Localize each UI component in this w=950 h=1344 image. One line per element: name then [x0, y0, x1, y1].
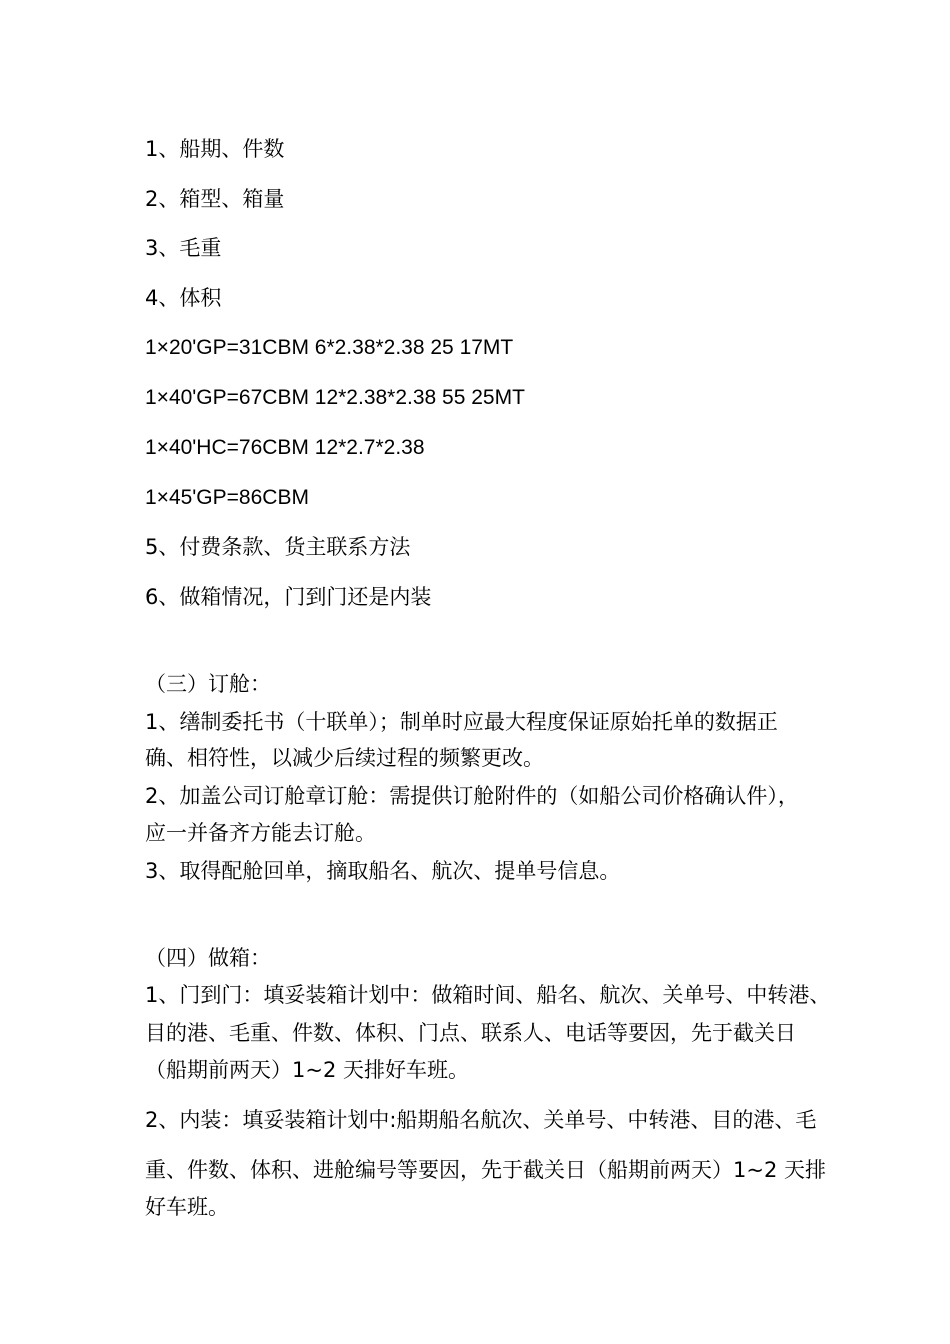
- list-item: 5、付费条款、货主联系方法: [145, 535, 411, 559]
- list-item: 4、体积: [145, 286, 222, 310]
- section-heading-booking: （三）订舱：: [145, 672, 271, 696]
- container-spec-line: 1×20'GP=31CBM 6*2.38*2.38 25 17MT: [145, 336, 514, 359]
- paragraph-line: 2、内装：填妥装箱计划中:船期船名航次、关单号、中转港、目的港、毛: [145, 1108, 817, 1132]
- list-item: 6、做箱情况，门到门还是内装: [145, 585, 432, 609]
- paragraph-line: 1、门到门：填妥装箱计划中：做箱时间、船名、航次、关单号、中转港、: [145, 983, 831, 1007]
- container-spec-line: 1×40'GP=67CBM 12*2.38*2.38 55 25MT: [145, 386, 525, 409]
- section-heading-stuffing: （四）做箱：: [145, 946, 271, 970]
- paragraph-line: 好车班。: [145, 1195, 229, 1219]
- paragraph-line: （船期前两天）1~2 天排好车班。: [145, 1058, 469, 1082]
- paragraph-line: 3、取得配舱回单，摘取船名、航次、提单号信息。: [145, 859, 621, 883]
- paragraph-line: 2、加盖公司订舱章订舱：需提供订舱附件的（如船公司价格确认件），: [145, 784, 799, 808]
- paragraph-line: 1、缮制委托书（十联单）；制单时应最大程度保证原始托单的数据正: [145, 710, 778, 734]
- list-item: 2、箱型、箱量: [145, 187, 285, 211]
- paragraph-line: 重、件数、体积、进舱编号等要因，先于截关日（船期前两天）1~2 天排: [145, 1158, 826, 1182]
- list-item: 3、毛重: [145, 236, 222, 260]
- list-item: 1、船期、件数: [145, 137, 285, 161]
- paragraph-line: 确、相符性，以减少后续过程的频繁更改。: [145, 746, 544, 770]
- container-spec-line: 1×40'HC=76CBM 12*2.7*2.38: [145, 436, 425, 459]
- paragraph-line: 目的港、毛重、件数、体积、门点、联系人、电话等要因，先于截关日: [145, 1021, 796, 1045]
- paragraph-line: 应一并备齐方能去订舱。: [145, 821, 376, 845]
- container-spec-line: 1×45'GP=86CBM: [145, 486, 309, 509]
